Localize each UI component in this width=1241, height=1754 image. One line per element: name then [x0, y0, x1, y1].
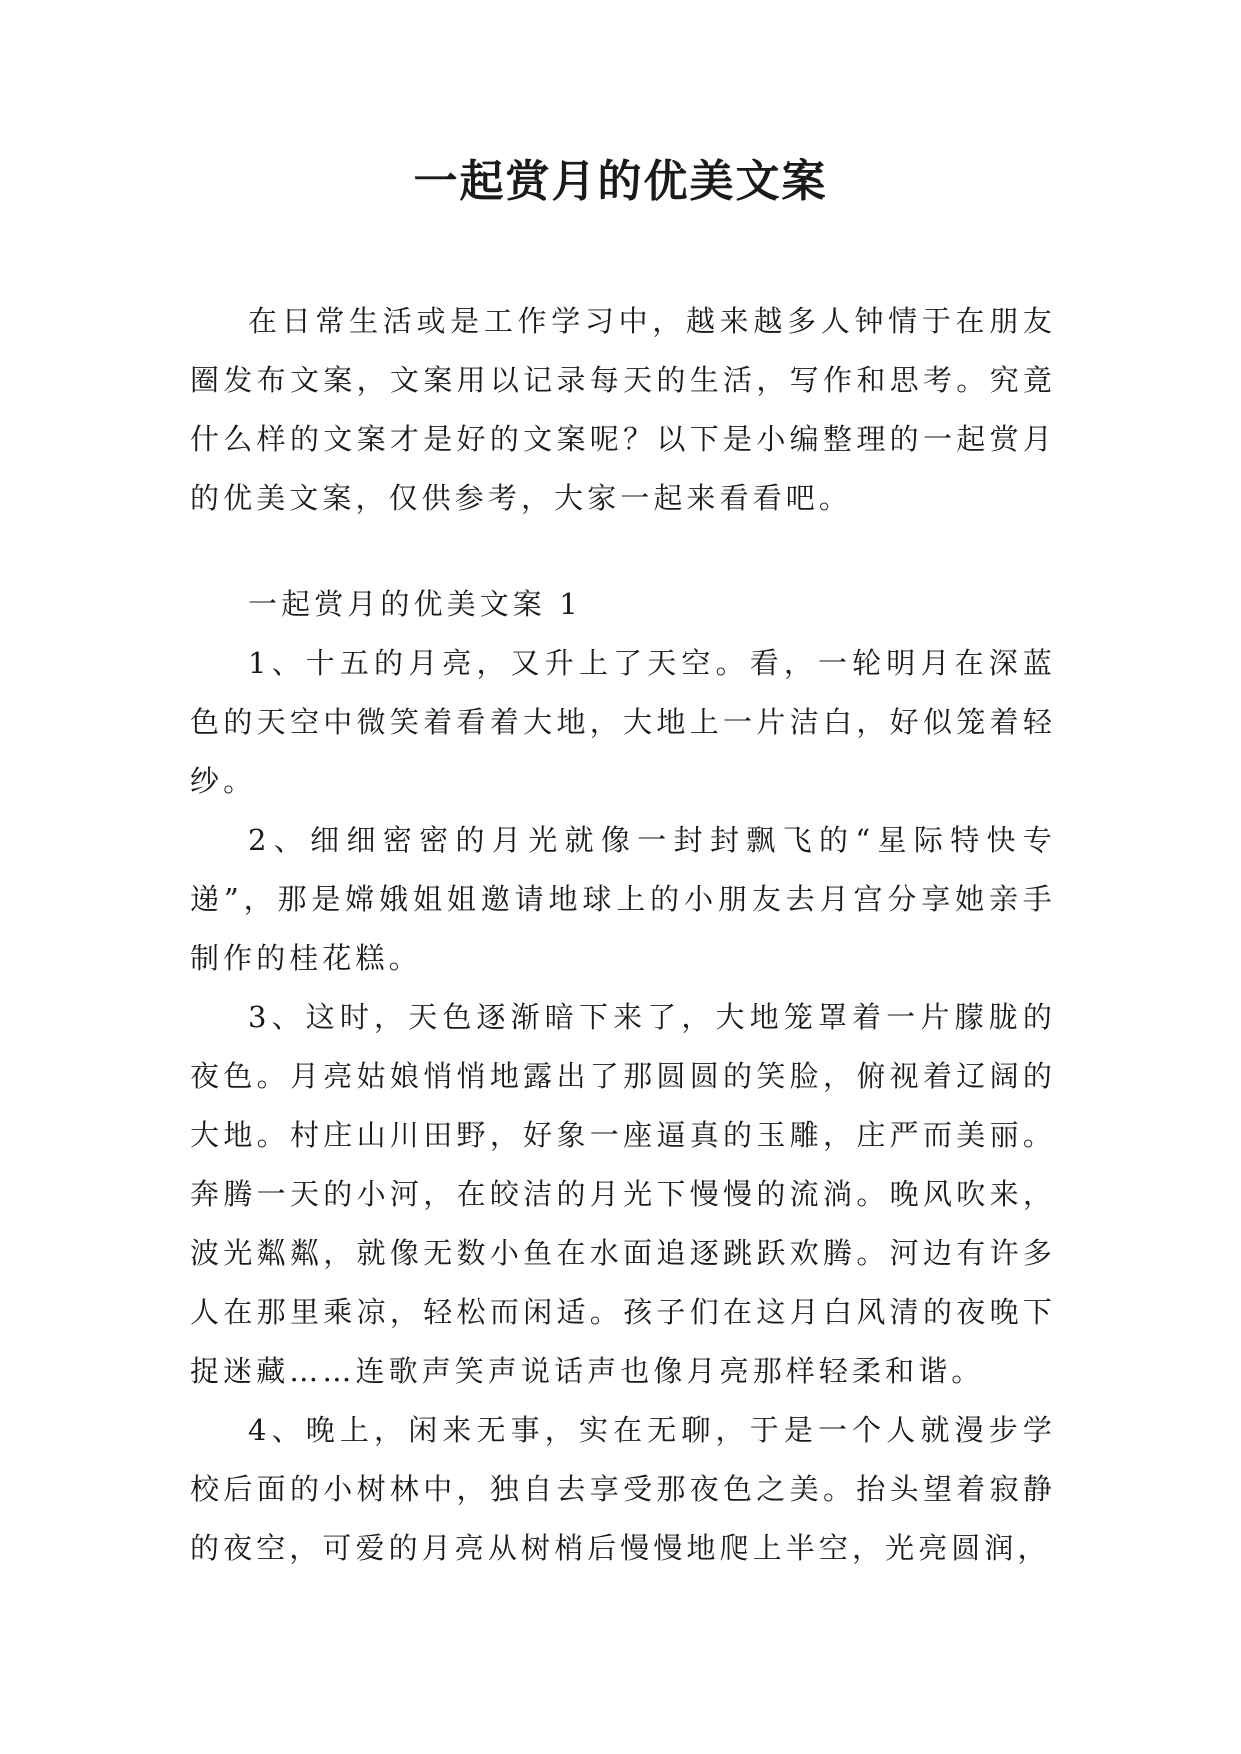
list-item: 1、十五的月亮，又升上了天空。看，一轮明月在深蓝色的天空中微笑着看着大地，大地上一片洁白，好似笼着轻纱。 [190, 646, 1056, 798]
section-heading: 一起赏月的优美文案 1 [248, 587, 582, 621]
intro-block [190, 292, 1056, 528]
list-item: 3、这时，天色逐渐暗下来了，大地笼罩着一片朦胧的夜色。月亮姑娘悄悄地露出了那圆圆的笑脸，俯视着辽阔的大地。村庄山川田野，好象一座逼真的玉雕，庄严而美丽。奔腾一天的小河，在皎洁的月光下慢慢的流淌。晚风吹来，波光粼粼，就像无数小鱼在水面追逐跳跃欢腾。河边有许多人在那里乘凉，轻松而闲适。孩子们在这月白风清的夜晚下捉迷藏……连歌声笑声说话声也像月亮那样轻柔和谐。 [190, 1000, 1056, 1388]
section-block [190, 575, 1056, 1578]
list-item: 4、晚上，闲来无事，实在无聊，于是一个人就漫步学校后面的小树林中，独自去享受那夜色之美。抬头望着寂静的夜空，可爱的月亮从树梢后慢慢地爬上半空，光亮圆润， [190, 1413, 1056, 1565]
intro-paragraph: 在日常生活或是工作学习中，越来越多人钟情于在朋友圈发布文案，文案用以记录每天的生活，写作和思考。究竟什么样的文案才是好的文案呢？以下是小编整理的一起赏月的优美文案，仅供参考，大家一起来看看吧。 [190, 304, 1056, 515]
page-title: 一起赏月的优美文案 [413, 156, 828, 207]
list-item: 2、细细密密的月光就像一封封飘飞的“星际特快专递”，那是嫦娥姐姐邀请地球上的小朋友去月宫分享她亲手制作的桂花糕。 [190, 823, 1056, 975]
